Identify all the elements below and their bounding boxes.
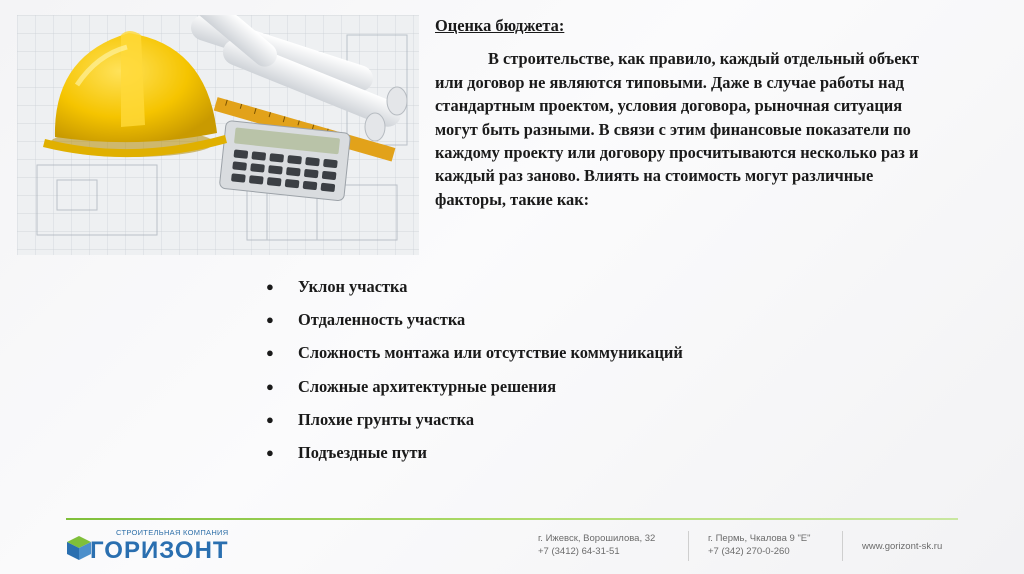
list-item-text: Плохие грунты участка: [298, 409, 475, 429]
bullet-icon: ●: [266, 411, 274, 427]
construction-photo: [17, 15, 419, 255]
list-item-text: Подъездные пути: [298, 442, 427, 462]
bullet-icon: ●: [266, 312, 274, 328]
list-item: [266, 375, 683, 408]
body-paragraph: В строительстве, как правило, каждый отдельный объект или договор не являются типовыми. Даже в случае работы над стандартным проектом, условия договора, рыночная ситуация могут быть разными. В связи с этим финансовые показатели по каждому проекту или договору просчитываются несколько раз и каждый раз заново. Влиять на стоимость могут различные факторы, такие как:: [435, 49, 919, 209]
phone-izhevsk: +7 (3412) 64-31-51: [538, 546, 620, 557]
address-izhevsk: г. Ижевск, Ворошилова, 32: [538, 533, 656, 544]
bullet-icon: ●: [266, 444, 274, 460]
phone-perm: +7 (342) 270-0-260: [708, 546, 790, 557]
list-item-text: Сложность монтажа или отсутствие коммуникаций: [298, 343, 683, 363]
construction-helmet-icon: [17, 15, 419, 255]
section-heading: Оценка бюджета:: [435, 16, 565, 35]
text-block: [435, 14, 955, 211]
list-item: [266, 441, 683, 474]
factors-list: [266, 275, 683, 474]
footer-separator: [688, 531, 689, 561]
logo-cube-icon: [66, 535, 92, 561]
logo-wordmark: ГОРИЗОНТ: [90, 537, 229, 564]
list-item: [266, 275, 683, 308]
list-item: [266, 308, 683, 341]
bullet-icon: ●: [266, 378, 274, 394]
list-item-text: Уклон участка: [298, 277, 408, 296]
list-item-text: Сложные архитектурные решения: [298, 376, 557, 396]
bullet-icon: ●: [266, 279, 274, 294]
footer-divider: [66, 518, 958, 520]
contact-perm: [708, 532, 811, 558]
footer-separator: [842, 531, 843, 561]
list-item: [266, 341, 683, 374]
contact-izhevsk: [538, 532, 655, 558]
list-item: [266, 408, 683, 441]
bullet-icon: ●: [266, 345, 274, 361]
logo-caption: СТРОИТЕЛЬНАЯ КОМПАНИЯ: [116, 528, 229, 537]
address-perm: г. Пермь, Чкалова 9 "Е": [708, 533, 811, 544]
website-link[interactable]: www.gorizont-sk.ru: [862, 541, 943, 552]
list-item-text: Отдаленность участка: [298, 310, 466, 330]
company-logo: [66, 527, 246, 569]
